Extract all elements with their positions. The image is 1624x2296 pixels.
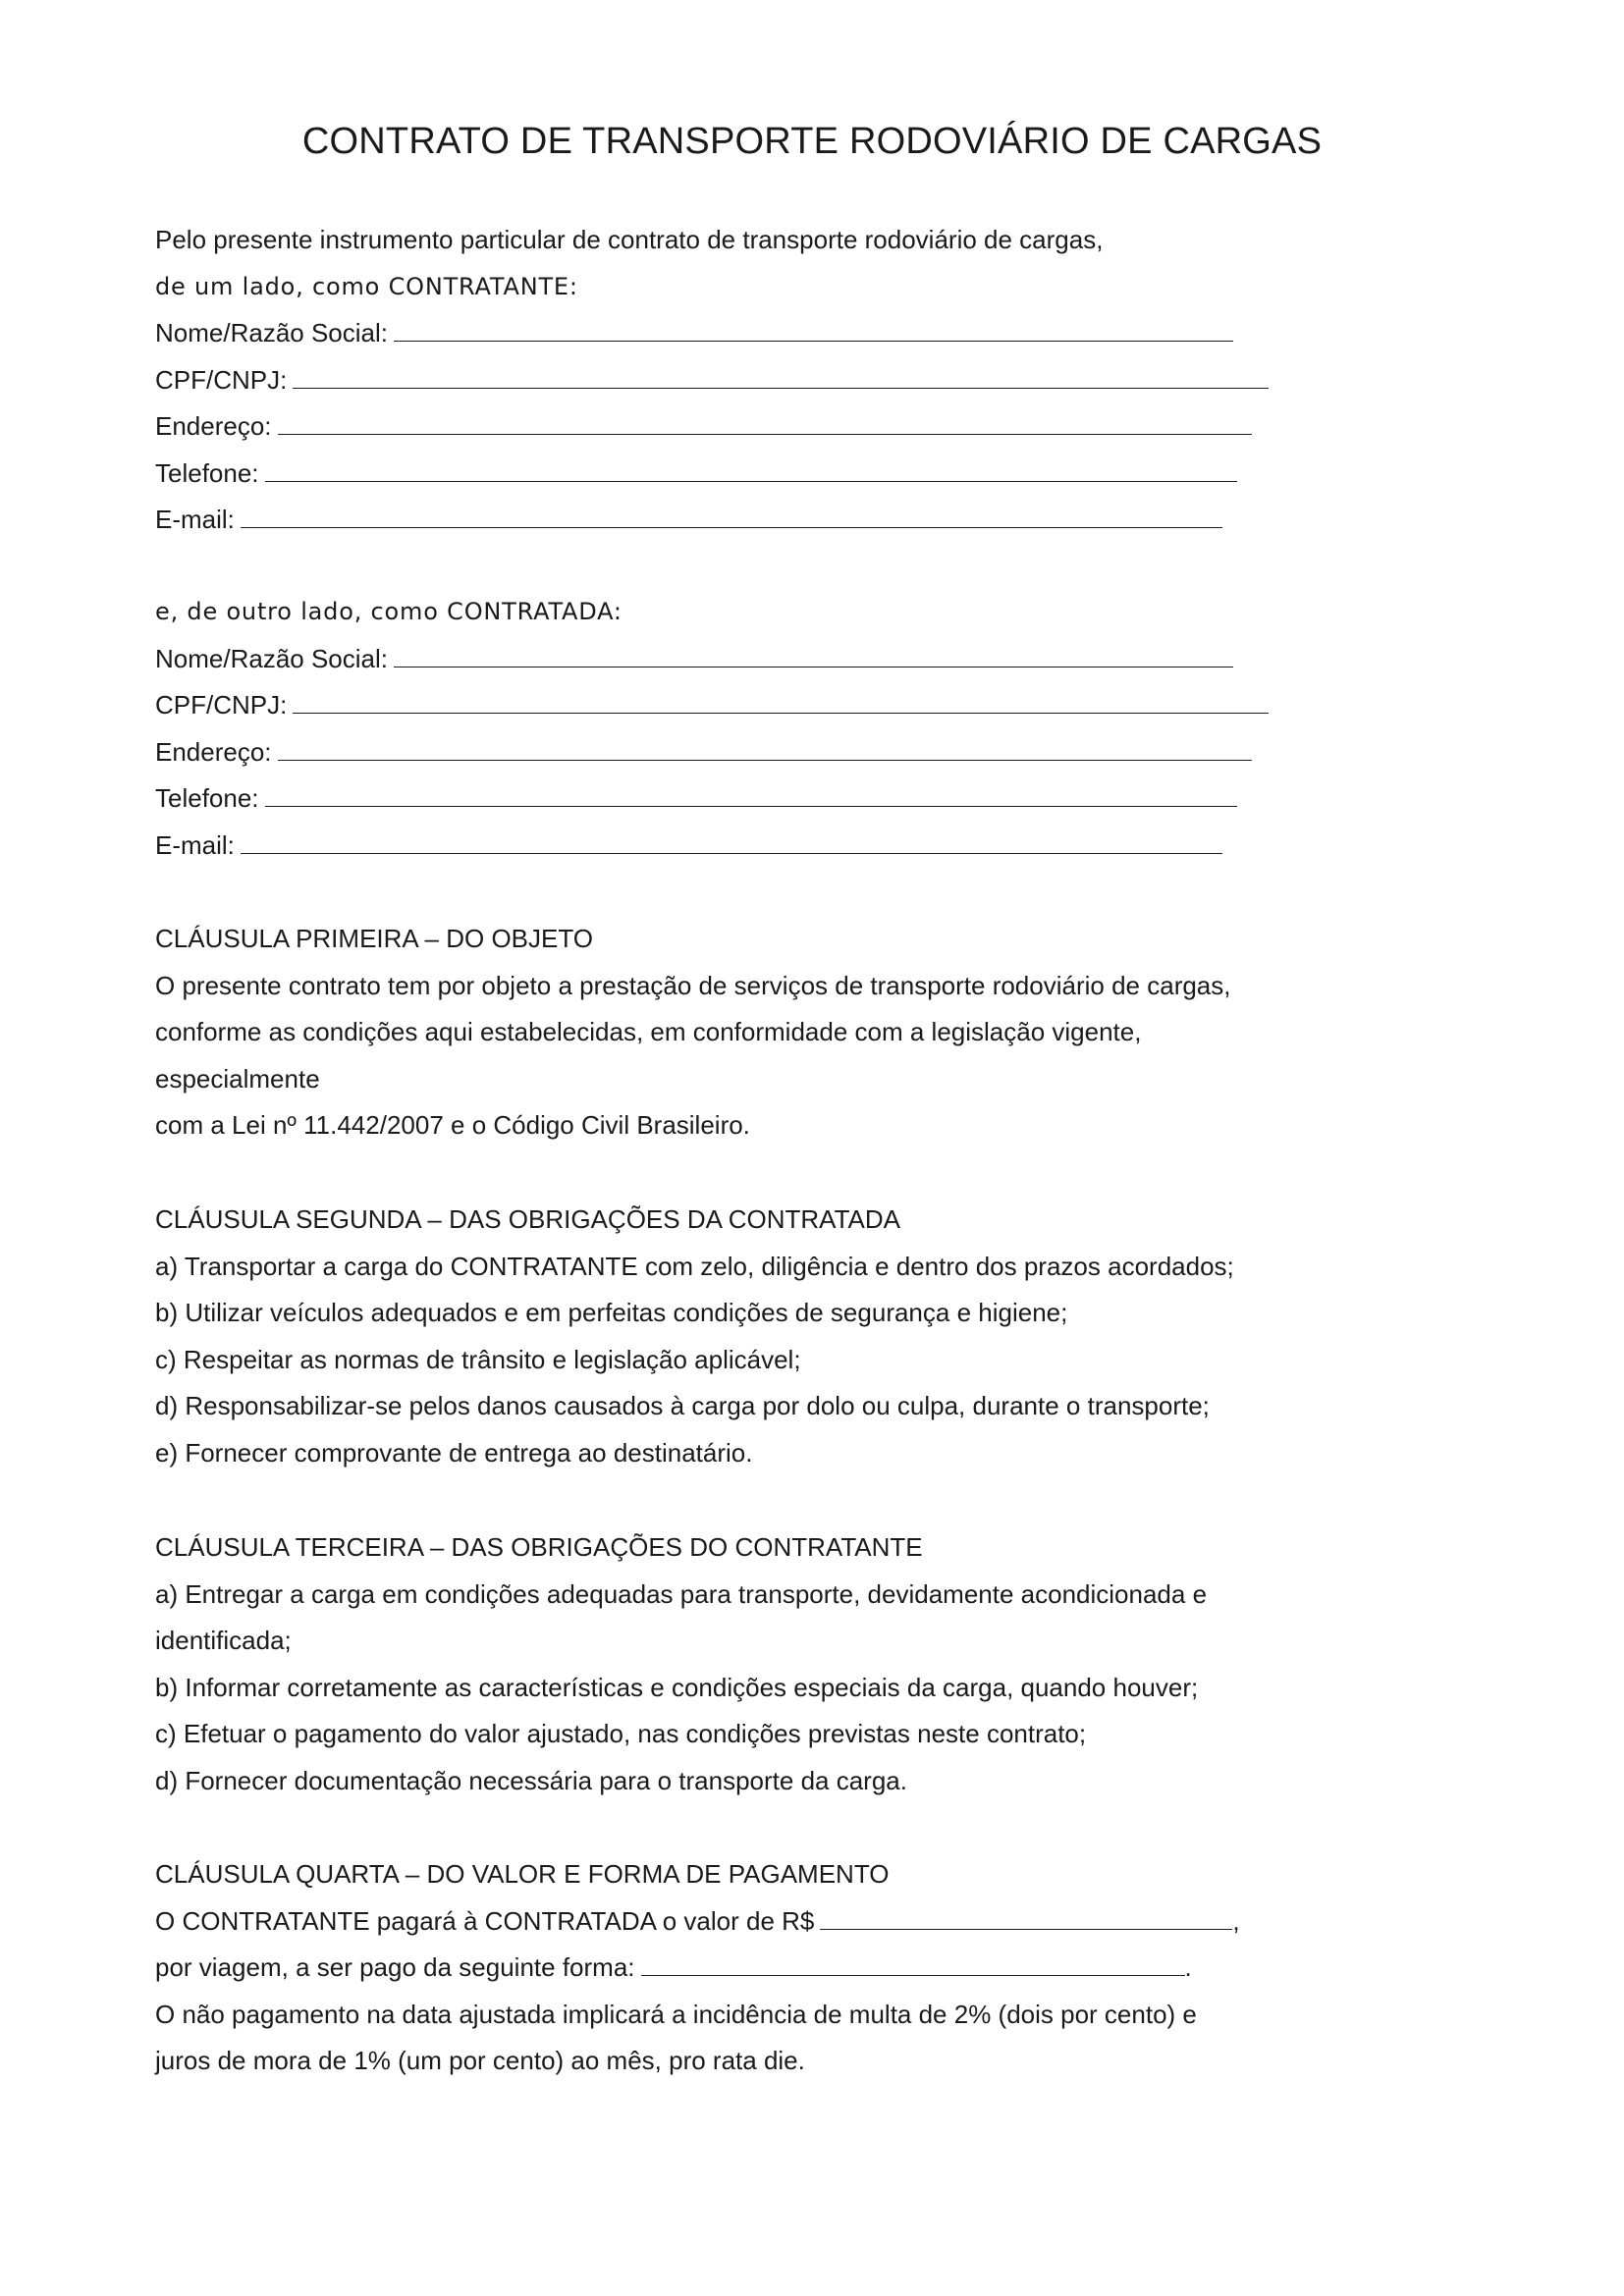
- clause-text: O presente contrato tem por objeto a prestação de serviços de transporte rodoviário de cargas,: [155, 970, 1231, 1000]
- clause-item: identificada;: [155, 1626, 292, 1655]
- blank-line[interactable]: [820, 1903, 1232, 1930]
- clause-item: d) Responsabilizar-se pelos danos causados à carga por dolo ou culpa, durante o transporte;: [155, 1391, 1210, 1420]
- forma-pagamento-field[interactable]: [155, 1945, 1490, 1992]
- valor-suffix: ,: [1232, 1905, 1240, 1936]
- field-label: Endereço:: [155, 736, 272, 767]
- clause-item: c) Efetuar o pagamento do valor ajustado, nas condições previstas neste contrato;: [155, 1719, 1087, 1748]
- blank-line[interactable]: [394, 641, 1233, 667]
- clause-text: O não pagamento na data ajustada implicará a incidência de multa de 2% (dois por cento) e: [155, 1999, 1197, 2029]
- blank-line[interactable]: [293, 362, 1269, 389]
- contratada-phone-field[interactable]: [155, 775, 1490, 823]
- field-label: Nome/Razão Social:: [155, 643, 388, 673]
- field-label: CPF/CNPJ:: [155, 690, 288, 720]
- contratada-name-field[interactable]: [155, 636, 1490, 683]
- clause-item: d) Fornecer documentação necessária para o transporte da carga.: [155, 1765, 907, 1795]
- blank-line[interactable]: [641, 1949, 1185, 1976]
- blank-line[interactable]: [265, 455, 1237, 482]
- field-label: Nome/Razão Social:: [155, 318, 388, 347]
- contratada-cpf-field[interactable]: [155, 682, 1490, 729]
- contratada-address-field[interactable]: [155, 729, 1490, 776]
- blank-line[interactable]: [278, 408, 1252, 435]
- clausula-quarta: [155, 1851, 1490, 2085]
- field-label: Endereço:: [155, 411, 272, 441]
- contratada-heading: e, de outro lado, como CONTRATADA:: [155, 598, 623, 625]
- field-label: E-mail:: [155, 829, 235, 860]
- blank-line[interactable]: [293, 687, 1269, 714]
- clause-item: e) Fornecer comprovante de entrega ao destinatário.: [155, 1437, 753, 1468]
- clause-text: juros de mora de 1% (um por cento) ao mês, pro rata die.: [155, 2046, 805, 2075]
- clause-item: a) Entregar a carga em condições adequadas para transporte, devidamente acondicionada e: [155, 1578, 1208, 1609]
- valor-label: O CONTRATANTE pagará à CONTRATADA o valor de R$: [155, 1905, 815, 1936]
- intro-line: Pelo presente instrumento particular de contrato de transporte rodoviário de cargas,: [155, 225, 1104, 254]
- contratante-address-field[interactable]: [155, 403, 1490, 451]
- clause-heading: CLÁUSULA QUARTA – DO VALOR E FORMA DE PAGAMENTO: [155, 1859, 890, 1889]
- blank-line[interactable]: [394, 315, 1233, 342]
- valor-field[interactable]: [155, 1898, 1490, 1946]
- clause-text: especialmente: [155, 1063, 320, 1094]
- forma-label: por viagem, a ser pago da seguinte forma:: [155, 1952, 635, 1982]
- contratante-section: [155, 217, 1490, 544]
- blank-line[interactable]: [241, 502, 1222, 528]
- blank-line[interactable]: [265, 780, 1237, 807]
- clause-text: com a Lei nº 11.442/2007 e o Código Civil Brasileiro.: [155, 1110, 750, 1140]
- clause-item: b) Informar corretamente as características e condições especiais da carga, quando houver;: [155, 1672, 1199, 1702]
- blank-line[interactable]: [278, 734, 1252, 761]
- contratada-email-field[interactable]: [155, 823, 1490, 870]
- contratante-phone-field[interactable]: [155, 451, 1490, 498]
- field-label: Telefone:: [155, 783, 259, 813]
- clause-heading: CLÁUSULA PRIMEIRA – DO OBJETO: [155, 924, 593, 953]
- clause-item: a) Transportar a carga do CONTRATANTE com zelo, diligência e dentro dos prazos acordados;: [155, 1251, 1234, 1281]
- contratante-email-field[interactable]: [155, 497, 1490, 544]
- field-label: CPF/CNPJ:: [155, 364, 288, 395]
- field-label: Telefone:: [155, 457, 259, 488]
- contratante-heading: de um lado, como CONTRATANTE:: [155, 272, 578, 300]
- contratante-cpf-field[interactable]: [155, 357, 1490, 404]
- clause-heading: CLÁUSULA SEGUNDA – DAS OBRIGAÇÕES DA CONTRATADA: [155, 1204, 901, 1234]
- clausula-segunda: [155, 1197, 1490, 1476]
- clausula-primeira: [155, 916, 1490, 1149]
- clausula-terceira: [155, 1524, 1490, 1804]
- contratante-name-field[interactable]: [155, 310, 1490, 357]
- clause-item: c) Respeitar as normas de trânsito e legislação aplicável;: [155, 1344, 801, 1374]
- blank-line[interactable]: [241, 828, 1222, 854]
- clause-heading: CLÁUSULA TERCEIRA – DAS OBRIGAÇÕES DO CONTRATANTE: [155, 1532, 923, 1562]
- contratada-section: [155, 589, 1490, 869]
- clause-item: b) Utilizar veículos adequados e em perfeitas condições de segurança e higiene;: [155, 1298, 1068, 1327]
- field-label: E-mail:: [155, 505, 235, 534]
- document-title: CONTRATO DE TRANSPORTE RODOVIÁRIO DE CARGAS: [301, 121, 1323, 162]
- forma-suffix: .: [1184, 1952, 1192, 1982]
- clause-text: conforme as condições aqui estabelecidas, em conformidade com a legislação vigente,: [155, 1017, 1142, 1046]
